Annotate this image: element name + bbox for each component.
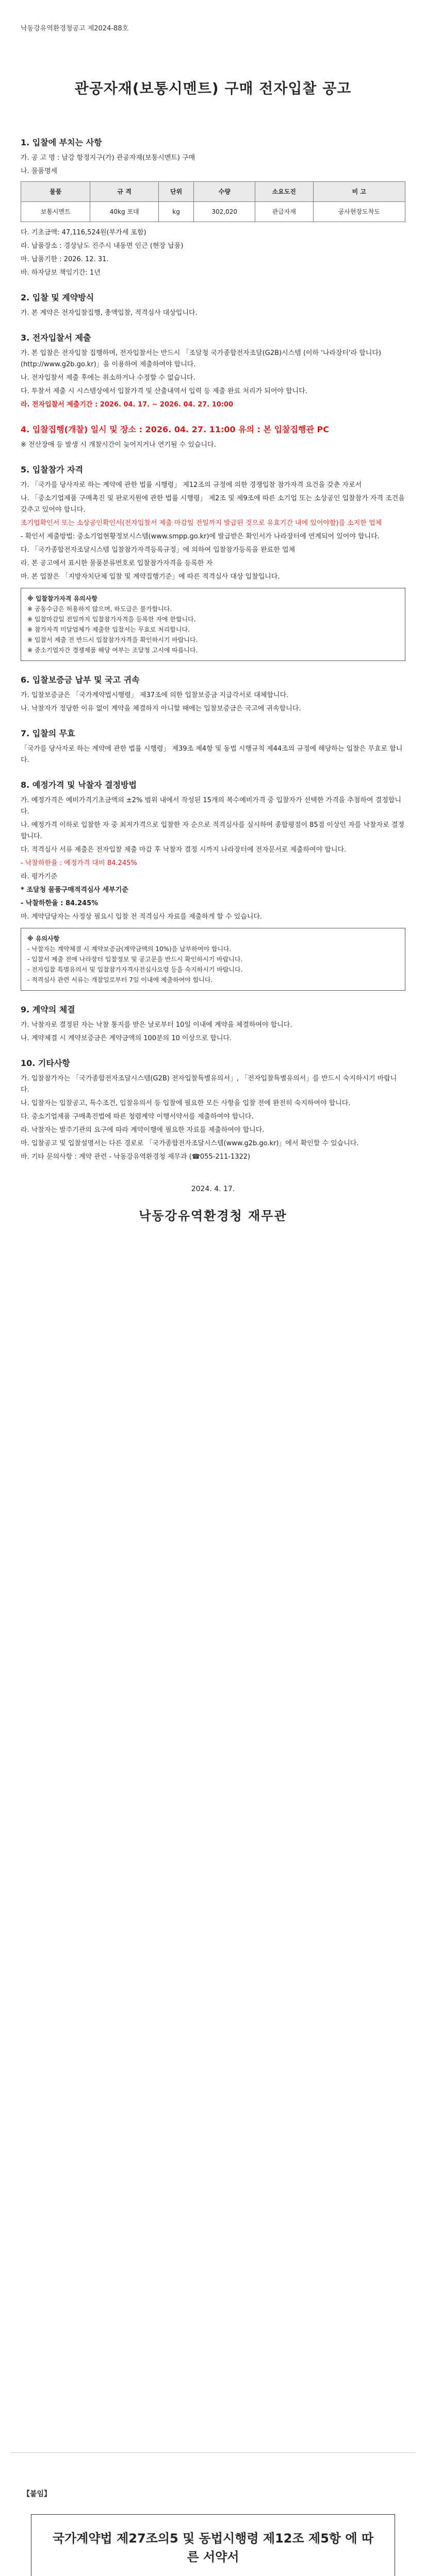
section-7 — [21, 728, 405, 766]
item-table-header: 소요도진 — [255, 182, 314, 202]
note-line: ※ 입찰서 제출 전 반드시 입찰참가자격을 확인하시기 바랍니다. — [27, 636, 198, 643]
section-8-line-4: - 낙찰하한율 : 예정가격 대비 84.245% — [21, 859, 137, 867]
section-1-line-1: 가. 공 고 명 : 남강 항정지구(가) 관공자재(보통시멘트) 구매 — [21, 154, 195, 162]
section-5-highlight: 조기업확인서 또는 소상공인확인서(전자입찰서 제출 마감일 전일까지 발급된 것으로 유효기간 내에 있어야함)를 소지한 업체 — [21, 519, 382, 527]
section-10-line-3: 다. 중소기업제품 구매촉진법에 따른 청렴계약 이행서약서를 제출하여야 합니다. — [21, 1113, 254, 1121]
section-5-line-1: 가. 「국가를 당사자로 하는 계약에 관한 법률 시행령」 제12조의 규정에 의한 경쟁입찰 참가자격 요건을 갖춘 자로서 — [21, 481, 362, 489]
section-5-line-5: 라. 본 공고에서 표시한 물품분류번호로 입찰참가자격을 등록한 자 — [21, 560, 213, 567]
item-table-header: 물품 — [21, 182, 90, 202]
section-3-heading: 3. 전자입찰서 제출 — [21, 333, 91, 343]
section-10-heading: 10. 기타사항 — [21, 1058, 70, 1068]
section-9 — [21, 1004, 405, 1044]
note-line: - 적격심사 관련 서류는 개찰일로부터 7일 이내에 제출하여야 합니다. — [27, 976, 213, 984]
item-table-header: 비 고 — [313, 182, 405, 202]
item-table-header: 규 격 — [90, 182, 158, 202]
note-line: ※ 공동수급은 허용하지 않으며, 하도급은 불가합니다. — [27, 605, 172, 613]
section-8-line-5: 라. 평가기준 — [21, 873, 58, 880]
page-title: 관공자재(보통시멘트) 구매 전자입찰 공고 — [74, 80, 352, 97]
submission-period: 라. 전자입찰서 제출기간 : 2026. 04. 17. ~ 2026. 04. 27. 10:00 — [21, 401, 234, 409]
note-heading: ※ 입찰참가자격 유의사항 — [27, 595, 97, 602]
section-10 — [21, 1058, 405, 1163]
appendix-tag: 【붙임】 — [23, 2490, 52, 2498]
section-4-heading: 4. 입찰집행(개찰) 일시 및 장소 : 2026. 04. 27. 11:00 유의 : 본 입찰집행관 PC — [21, 425, 329, 434]
section-3-line-3: 다. 투찰서 제출 시 시스템상에서 입찰가격 및 산출내역서 입력 등 제출 완료 처리가 되어야 합니다. — [21, 387, 307, 395]
section-1-heading: 1. 입찰에 부치는 사항 — [21, 138, 102, 147]
section-2-heading: 2. 입찰 및 계약방식 — [21, 293, 94, 302]
section-7-heading: 7. 입찰의 무효 — [21, 728, 75, 738]
item-table — [21, 181, 405, 222]
table-cell: kg — [158, 202, 194, 222]
section-10-line-1: 가. 입찰참가자는 「국가종합전자조달시스템(G2B) 전자입찰특별유의서」, 「전자입찰특별유의서」를 반드시 숙지하시기 바랍니다. — [21, 1075, 397, 1094]
note-line: - 낙찰자는 계약체결 시 계약보증금(계약금액의 10%)을 납부하여야 합니다. — [27, 945, 232, 953]
section-8-line-3: 다. 적격심사 서류 제출은 전자입찰 제출 마감 후 낙찰자 결정 시까지 나라장터에 전자문서로 제출하여야 합니다. — [21, 846, 347, 854]
section-8-line-7: - 낙찰하한율 : 84.245% — [21, 900, 99, 907]
section-7-line-1: 「국가를 당사자로 하는 계약에 관한 법률 시행령」 제39조 제4항 및 동법 시행규칙 제44조의 규정에 해당하는 입찰은 무효로 합니다. — [21, 745, 403, 764]
section-1-line-6: 바. 하자담보 책임기간: 1년 — [21, 269, 101, 277]
section-5-line-2: 나. 「중소기업제품 구매촉진 및 판로지원에 관한 법률 시행령」 제2조 및 제9조에 따른 소기업 또는 소상공인 입찰참가 자격 조건을 갖추고 있어야 합니다. — [21, 495, 405, 514]
section-1-line-2: 나. 물품명세 — [21, 167, 58, 175]
section-3-line-2: 나. 전자입찰서 제출 후에는 취소하거나 수정할 수 없습니다. — [21, 374, 195, 382]
section-1-line-4: 라. 납품장소 : 경상남도 진주시 내동면 인근 (현장 납품) — [21, 242, 184, 250]
section-5-heading: 5. 입찰참가 자격 — [21, 465, 84, 474]
table-cell: 관급자재 — [255, 202, 314, 222]
issuing-organization: 낙동강유역환경청 재무관 — [139, 1209, 287, 1223]
section-1-line-5: 마. 납품기한 : 2026. 12. 31. — [21, 256, 109, 263]
section-6-line-2: 나. 낙찰자가 정당한 이유 없이 계약을 체결하지 아니할 때에는 입찰보증금은 국고에 귀속합니다. — [21, 705, 301, 713]
table-row — [21, 202, 405, 222]
section-10-line-2: 나. 입찰자는 입찰공고, 특수조건, 입찰유의서 등 입찰에 필요한 모든 사항을 입찰 전에 완전히 숙지하여야 합니다. — [21, 1099, 351, 1107]
section-6 — [21, 674, 405, 715]
note-line: - 전자입찰 특별유의서 및 입찰참가자격사전심사요령 등을 숙지하시기 바랍니다. — [27, 966, 243, 973]
note-line: ※ 중소기업자간 경쟁제품 해당 여부는 조달청 고시에 따릅니다. — [27, 647, 198, 654]
table-cell: 보통시멘트 — [21, 202, 90, 222]
eligibility-note-box — [21, 588, 405, 661]
section-5-line-4: 다. 「국가종합전자조달시스템 입찰참가자격등록규정」에 의하여 입찰참가등록을 완료한 업체 — [21, 546, 296, 554]
section-3-line-1: 가. 본 입찰은 전자입찰 집행하며, 전자입찰서는 반드시 「조달청 국가종합전자조달(G2B)시스템 (이하 '나라장터'라 합니다) (http://www.g2b.go.kr)」을 이용하여 제출하여야 합니다. — [21, 349, 382, 368]
section-1-line-3: 다. 기초금액: 47,116,524원(부가세 포함) — [21, 229, 146, 236]
notice-date: 2024. 4. 17. — [191, 1185, 235, 1193]
section-5-line-6: 마. 본 입찰은 「지방자치단체 입찰 및 계약집행기준」에 따른 적격심사 대상 입찰입니다. — [21, 573, 280, 581]
section-4 — [21, 424, 405, 451]
section-10-line-5: 마. 입찰공고 및 입찰설명서는 다른 경로로 「국가종합전자조달시스템(www.g2b.go.kr)」에서 확인할 수 있습니다. — [21, 1140, 359, 1147]
item-table-header: 수량 — [194, 182, 255, 202]
section-4-line-1: ※ 전산장애 등 발생 시 개찰시간이 늦어지거나 연기될 수 있습니다. — [21, 441, 216, 449]
section-3 — [21, 332, 405, 411]
note-line: - 입찰서 제출 전에 나라장터 입찰정보 및 공고문을 반드시 확인하시기 바랍니다. — [27, 956, 243, 963]
section-5-line-3: - 확인서 제출방법: 중소기업현황정보시스템(www.smpp.go.kr)에 발급받은 확인서가 나라장터에 연계되어 있어야 합니다. — [21, 533, 380, 540]
section-8-line-8: 마. 계약담당자는 사정상 필요시 입찰 전 적격심사 자료를 제출하게 할 수 있습니다. — [21, 913, 263, 921]
section-2-line-1: 가. 본 계약은 전자입찰집행, 총액입찰, 적격심사 대상입니다. — [21, 309, 198, 317]
section-9-line-1: 가. 낙찰자로 결정된 자는 낙찰 통지를 받은 날로부터 10일 이내에 계약을 체결하여야 합니다. — [21, 1021, 292, 1029]
section-8 — [21, 779, 405, 991]
note-line: ※ 입찰마감일 전일까지 입찰참가자격을 등록한 자에 한합니다. — [27, 616, 196, 623]
caution-note-box — [21, 928, 405, 991]
page-divider — [10, 2452, 416, 2453]
notice-body — [21, 124, 405, 1222]
section-9-heading: 9. 계약의 체결 — [21, 1005, 75, 1014]
section-6-line-1: 가. 입찰보증금은 「국가계약법시행령」 제37조에 의한 입찰보증금 지급각서로 대체합니다. — [21, 691, 289, 699]
section-8-line-1: 가. 예정가격은 예비가격기초금액의 ±2% 범위 내에서 작성된 15개의 복수예비가격 중 입찰자가 선택한 가격을 추첨하여 결정합니다. — [21, 796, 401, 816]
document-number: 낙동강유역환경청공고 제2024-88호 — [21, 25, 129, 32]
section-10-line-4: 라. 낙찰자는 발주기관의 요구에 따라 계약이행에 필요한 자료를 제출하여야 합니다. — [21, 1126, 265, 1134]
item-table-header: 단위 — [158, 182, 194, 202]
note-line: ※ 참가자격 미달업체가 제출한 입찰서는 무효로 처리합니다. — [27, 626, 190, 633]
section-1 — [21, 137, 405, 279]
item-table-header-row — [21, 182, 405, 202]
section-9-line-2: 나. 계약체결 시 계약보증금은 계약금액의 100분의 10 이상으로 합니다. — [21, 1035, 232, 1042]
pledge-title: 국가계약법 제27조의5 및 동법시행령 제12조 제5항 에 따른 서약서 — [52, 2531, 374, 2564]
section-2 — [21, 292, 405, 319]
pledge-form — [31, 2514, 395, 2576]
section-6-heading: 6. 입찰보증금 납부 및 국고 귀속 — [21, 675, 140, 685]
table-cell: 공사현장도착도 — [313, 202, 405, 222]
section-10-line-6: 바. 기타 문의사항 : 계약 관련 - 낙동강유역환경청 재무과 (☎055-211-1322) — [21, 1153, 251, 1161]
note-heading: ※ 유의사항 — [27, 935, 60, 942]
table-cell: 40kg 포대 — [90, 202, 158, 222]
section-8-line-6: * 조달청 물품구매적격심사 세부기준 — [21, 886, 128, 894]
section-5 — [21, 464, 405, 661]
table-cell: 302,020 — [194, 202, 255, 222]
section-8-line-2: 나. 예정가격 이하로 입찰한 자 중 최저가격으로 입찰한 자 순으로 적격심사를 실시하여 종합평점이 85점 이상인 자를 낙찰자로 결정합니다. — [21, 821, 404, 840]
section-8-heading: 8. 예정가격 및 낙찰자 결정방법 — [21, 780, 137, 790]
